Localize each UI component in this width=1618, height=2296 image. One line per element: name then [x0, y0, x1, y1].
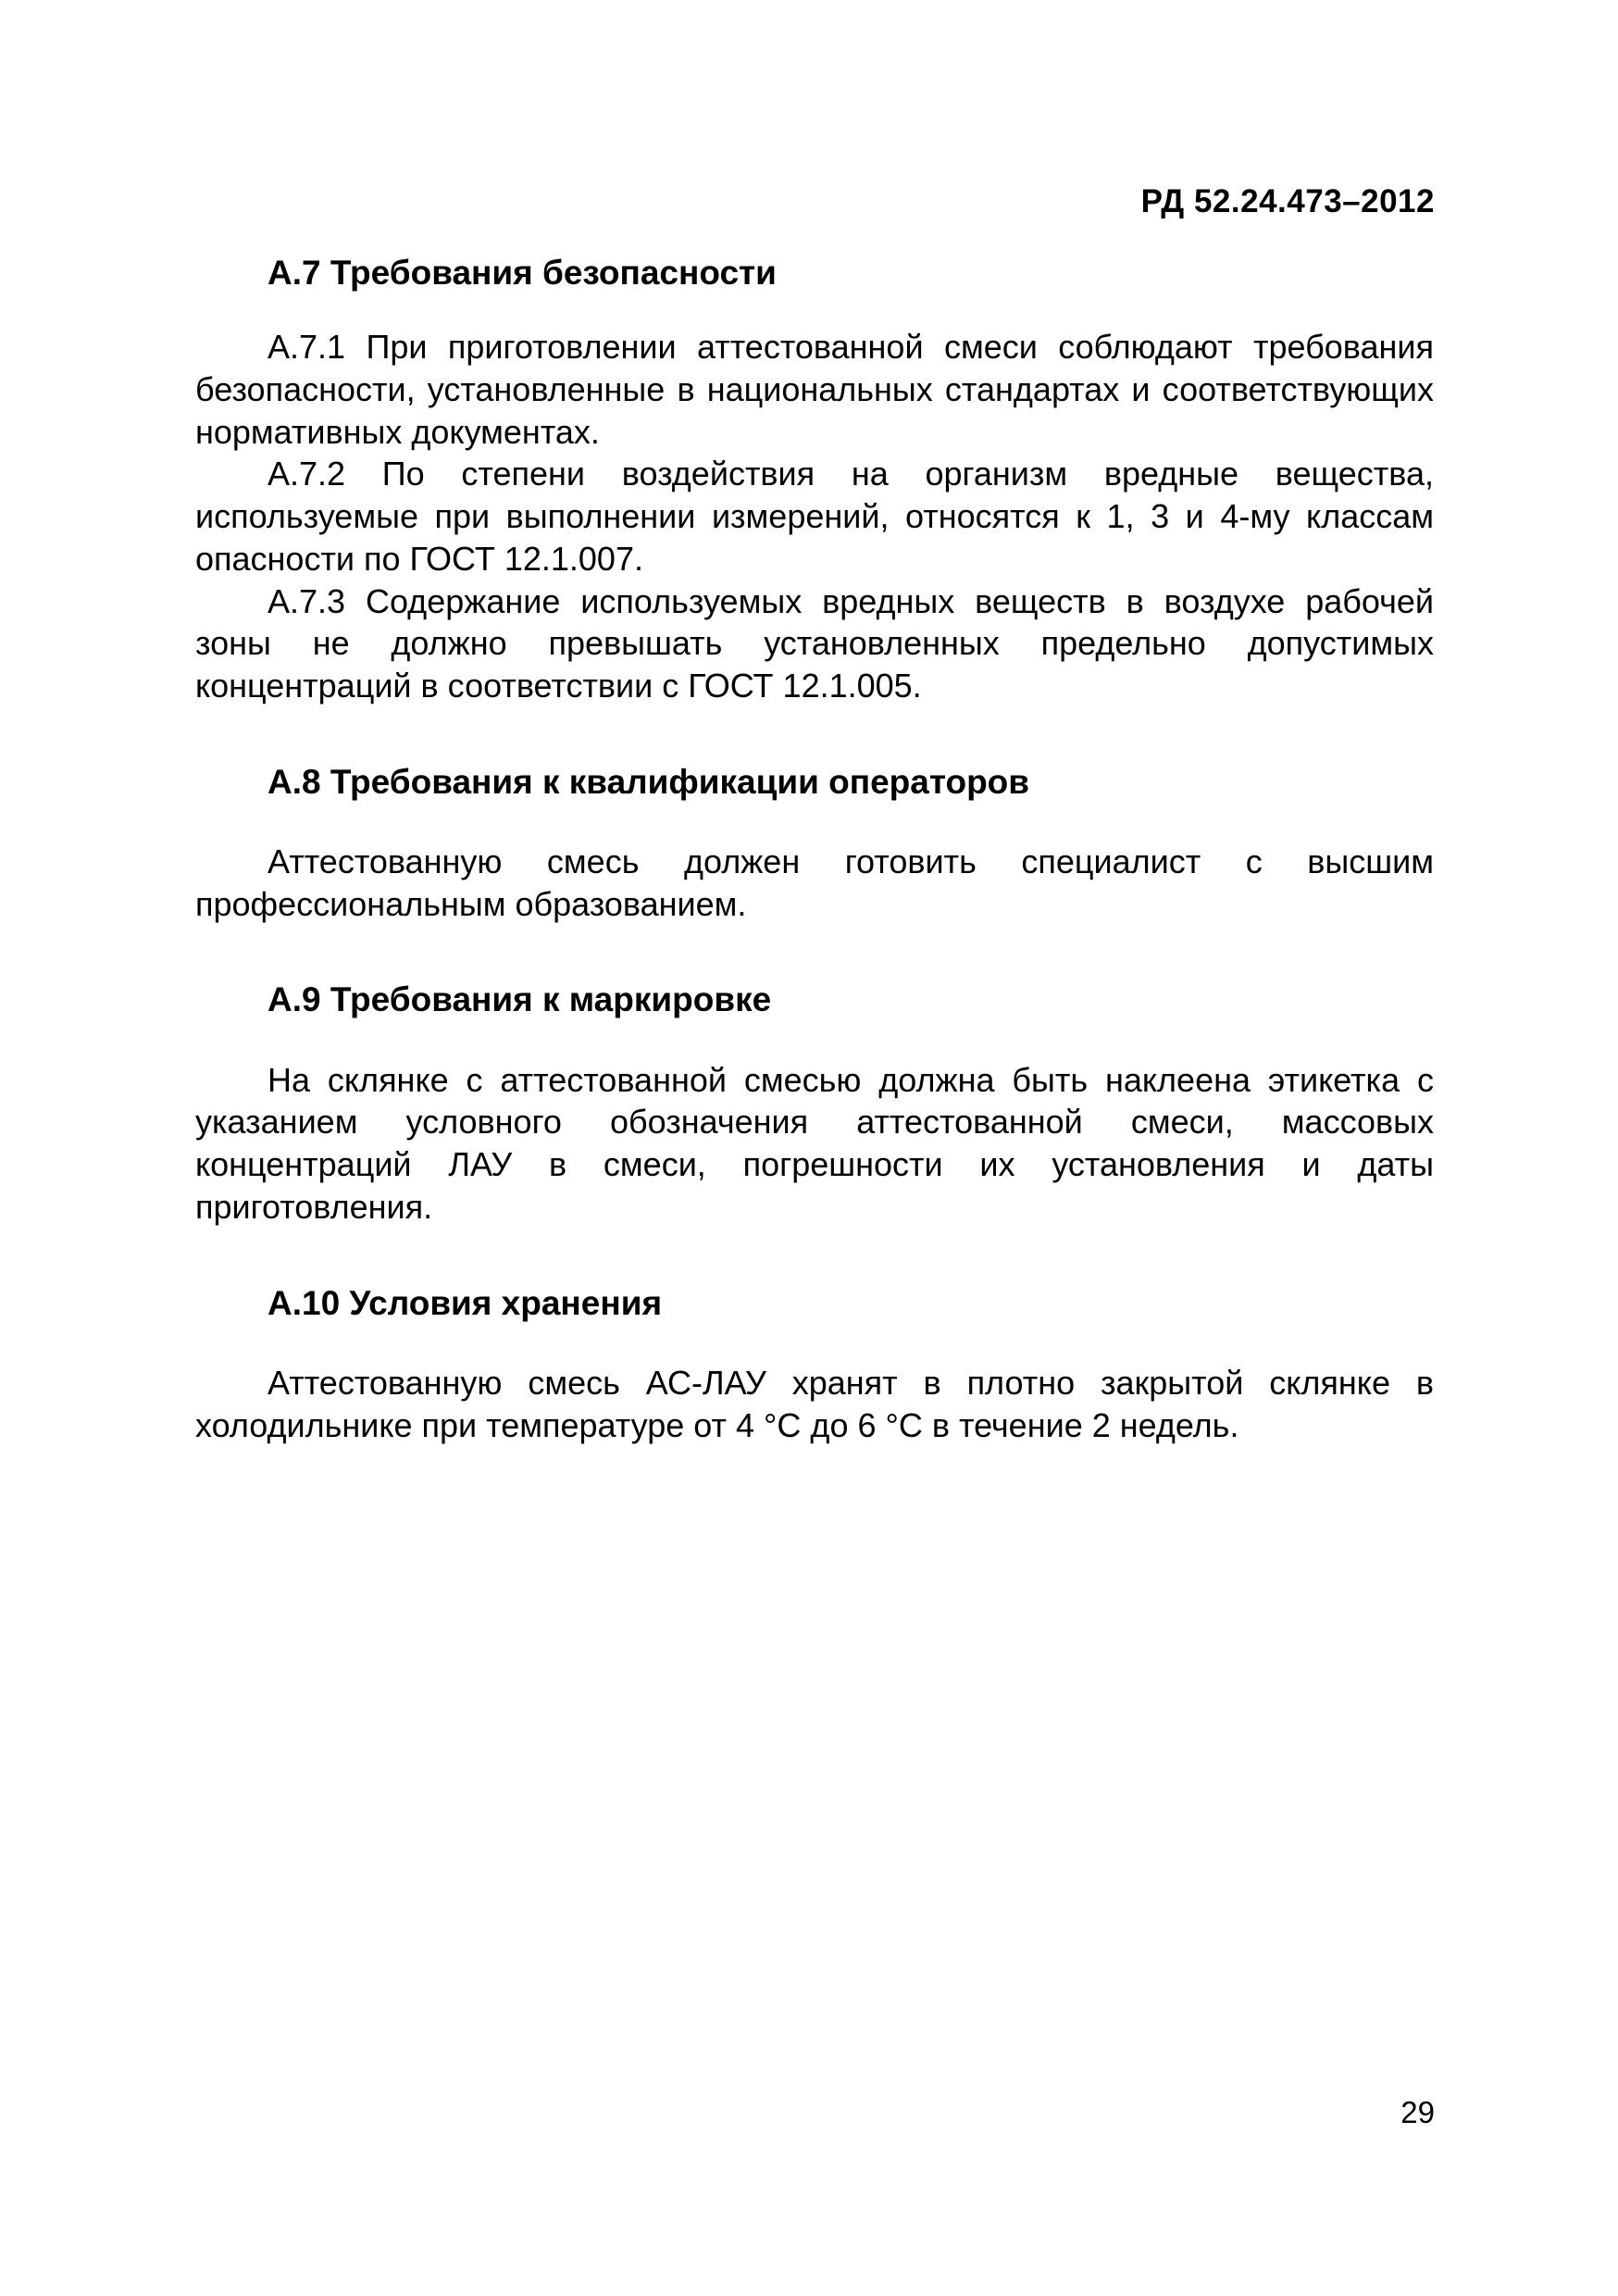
section-labeling-requirements: [195, 979, 1434, 1228]
section-storage-conditions: [195, 1282, 1434, 1447]
section-heading: А.7 Требования безопасности: [268, 254, 777, 292]
document-code: РД 52.24.473–2012: [1140, 183, 1435, 219]
paragraph: Аттестованную смесь АС-ЛАУ хранят в плотно закрытой склянке в холодильнике при температуре от 4 °С до 6 °С в течение 2 недель.: [195, 1363, 1434, 1444]
section-operator-qualification: [195, 761, 1434, 926]
section-heading: А.10 Условия хранения: [268, 1283, 663, 1322]
section-heading: А.8 Требования к квалификации операторов: [268, 762, 1030, 801]
paragraph: А.7.1 При приготовлении аттестованной смеси соблюдают требования безопасности, установленные в национальных стандартах и соответствующих нормативных документах.: [195, 328, 1434, 451]
document-body: [195, 252, 1434, 1446]
paragraph: А.7.2 По степени воздействия на организм вредные вещества, используемые при выполнении измерений, относятся к 1, 3 и 4-му классам опасности по ГОСТ 12.1.007.: [195, 455, 1434, 578]
paragraph: На склянке с аттестованной смесью должна быть наклеена этикетка с указанием условного обозначения аттестованной смеси, массовых концентраций ЛАУ в смеси, погрешности их установления и даты приготовления.: [195, 1060, 1434, 1226]
section-heading: А.9 Требования к маркировке: [268, 980, 772, 1019]
paragraph: А.7.3 Содержание используемых вредных веществ в воздухе рабочей зоны не должно превышать установленных предельно допустимых концентраций в соответствии с ГОСТ 12.1.005.: [195, 581, 1434, 705]
page-number: 29: [1400, 2095, 1435, 2129]
paragraph: Аттестованную смесь должен готовить специалист с высшим профессиональным образованием.: [195, 842, 1434, 923]
section-safety-requirements: [195, 252, 1434, 707]
